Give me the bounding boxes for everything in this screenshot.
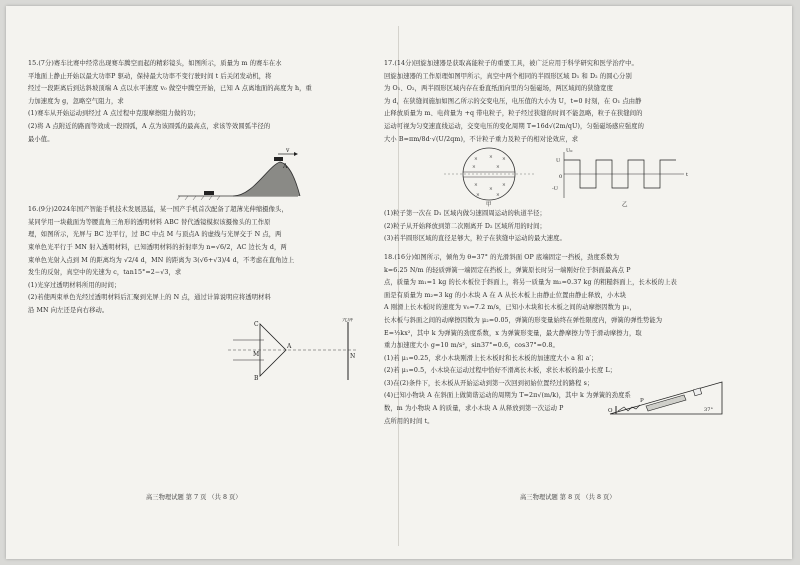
fig-label-a: A xyxy=(287,342,292,350)
svg-text:×: × xyxy=(476,193,480,199)
q18-line: 18.(16分)如图所示，倾角为 θ=37° 的光滑斜面 OP 底端固定一挡板，劲度系数为 xyxy=(384,253,620,261)
page-8 xyxy=(384,58,728,428)
svg-text:×: × xyxy=(502,157,506,163)
fig-label-t: t xyxy=(686,172,689,179)
question-15 xyxy=(28,58,372,204)
fig-label-yi: 乙 xyxy=(622,202,628,209)
fig-label-neg-u: -U xyxy=(552,186,559,193)
q18-line: 重力加速度大小 g=10 m/s²，sin37°=0.6，cos37°=0.8。 xyxy=(384,342,559,350)
page-8-footer: 高三物理试题 第 8 页 （共 8 页） xyxy=(520,494,616,501)
question-16 xyxy=(28,204,372,383)
question-17 xyxy=(384,58,728,246)
prism-optics-figure xyxy=(28,318,372,384)
fig-label-o: O xyxy=(608,407,613,414)
page-7-footer: 高三物理试题 第 7 页 （共 8 页） xyxy=(146,494,242,501)
q16-line: 束单色光平行于 MN 射入透明材料，已知透明材料的折射率为 n=√6/2，AC 边长为 d，两 xyxy=(28,243,287,251)
fig-label-screen: 光屏 xyxy=(342,317,354,323)
q16-line: 沿 MN 向左还是向右移动。 xyxy=(28,306,109,314)
fig-label-a: A xyxy=(283,163,288,171)
svg-text:×: × xyxy=(474,157,478,163)
q16-line: 发生的反射，真空中的光速为 c，tan15°=2−√3，求 xyxy=(28,269,182,277)
q18-line: A 刚滑上长木板时的速度为 v₀=7.2 m/s，已知小木块和长木板之间的动摩擦因数为 μ₁， xyxy=(384,304,636,312)
q16-line: 某同学用一块截面为等腰直角三角形的透明材料 ABC 替代透镜模拟该摄像头的工作原 xyxy=(28,218,271,226)
q18-line: 数，m 为小物块 A 的质量，求小木块 A 从释放到第一次运动 P xyxy=(384,405,564,413)
q18-line: (1)若 μ₁=0.25，求小木块刚滑上长木板时和长木板的加速度大小 a 和 a′； xyxy=(384,354,598,362)
svg-text:×: × xyxy=(474,183,478,189)
q18-line: (4)已知小物块 A 在斜面上做简谐运动的周期为 T=2π√(m/k)，其中 k 为弹簧的劲度系 xyxy=(384,392,631,400)
q17-line: 为 O₁、O₂，两半圆形区域内存在垂直纸面向里的匀强磁场，两区域间的狭缝宽度 xyxy=(384,85,613,93)
exam-sheet xyxy=(6,6,792,559)
fig-label-u0: U₀ xyxy=(566,148,573,155)
svg-text:×: × xyxy=(496,193,500,199)
fig-label-p: P xyxy=(640,397,644,404)
fig-label-jia: 甲 xyxy=(486,202,492,209)
q18-line: (2)若 μ₁=0.5，小木块在运动过程中恰好不滑离长木板，求长木板的最小长度 L； xyxy=(384,367,617,375)
q16-line: (2)若使两束单色光经过透明材料后汇聚到光屏上的 N 点，通过计算说明应将透明材料 xyxy=(28,294,271,302)
q17-line: 为 d，在狭缝间施加如图乙所示的交变电压，电压值的大小为 U，t=0 时刻，在 O₁ 点由静 xyxy=(384,97,642,105)
svg-text:×: × xyxy=(489,155,493,161)
page-7 xyxy=(28,58,372,384)
q17-sub: (2)粒子从开始释放到第二次刚离开 D₂ 区域所用的时间； xyxy=(384,222,546,230)
question-18 xyxy=(384,252,728,428)
cyclotron-figure xyxy=(384,146,728,208)
q17-line: 17.(14分)回旋加速器是获取高能粒子的重要工具，被广泛应用于科学研究和医学治疗中。 xyxy=(384,60,638,67)
q17-line: 大小 B=πm/8d·√(U/2qm)，不计粒子重力及粒子的相对论效应，求 xyxy=(384,135,579,143)
q17-sub: (1)粒子第一次在 D₁ 区域内做匀速圆周运动的轨道半径； xyxy=(384,210,546,218)
q18-line: 长木板与斜面之间的动摩擦因数为 μ₂=0.05，弹簧的形变量始终在弹性限度内，弹簧的弹性势能为 xyxy=(384,316,663,324)
svg-text:×: × xyxy=(502,183,506,189)
fig-label-c: C xyxy=(254,320,259,328)
fig-label-u: U xyxy=(556,158,561,165)
svg-text:×: × xyxy=(489,187,493,193)
q18-line: 点所用的时间 t。 xyxy=(384,417,434,425)
q18-line: k=6.25 N/m 的轻质弹簧一端固定在挡板上，弹簧原长时另一端刚好位于斜面最高点 P xyxy=(384,266,631,274)
q17-sub: (3)若半圆形区域的直径足够大，粒子在狭缝中运动的最大速度。 xyxy=(384,235,566,243)
q15-line: 经过一段距离后到达斜坡顶端 A 点以水平速度 v₀ 做空中腾空开始，已知 A 点离地面的高度为 h，重 xyxy=(28,85,312,93)
q18-line: E=½kx²，其中 k 为弹簧的劲度系数，x 为弹簧形变量，最大静摩擦力等于滑动摩擦力，取 xyxy=(384,329,642,337)
q15-line: 最小值。 xyxy=(28,135,54,143)
q15-line: 平地面上静止开始以最大功率P 驱动，保持最大功率不变行驶时间 t 后关闭发动机，将 xyxy=(28,72,272,80)
incline-spring-figure xyxy=(606,378,726,418)
race-car-ramp-figure xyxy=(28,146,372,204)
q16-line: 理，如图所示，光屏与 BC 边平行，过 BC 中点 M 与顶点A 的虚线与光屏交于 N 点，两 xyxy=(28,231,282,239)
fig-label-m: M xyxy=(253,350,260,358)
q15-line: 15.(7分)赛车比赛中经常出现赛车腾空而起的精彩镜头，如图所示，质量为 m 的赛车在水 xyxy=(28,60,282,67)
fig-label-v: v xyxy=(286,147,290,155)
q16-line: 16.(9分)2024年国产智能手机技术发展迅猛，某一国产手机首次配备了超薄光伸缩摄像头， xyxy=(28,206,288,214)
svg-text:×: × xyxy=(496,165,500,171)
svg-text:×: × xyxy=(472,165,476,171)
fig-label-b: B xyxy=(254,374,259,382)
fig-label-angle: 37° xyxy=(704,406,714,413)
q16-line: (1)光穿过透明材料所用的时间； xyxy=(28,281,121,289)
q16-line: 束单色光射入点到 M 的距离均为 √2/4 d，MN 的距离为 3(√6+√3)/4 d，不考虑在直角边上 xyxy=(28,256,295,264)
q15-line: (2)将 A 点附近的路面等效成一段圆弧，A 点为该圆弧的最高点，求该等效圆弧半径的 xyxy=(28,122,271,130)
q15-line: (1)赛车从开始运动到经过 A 点过程中克服摩擦阻力做的功； xyxy=(28,110,200,118)
fig-label-n: N xyxy=(350,352,356,360)
q15-line: 力加速度为 g，忽略空气阻力，求 xyxy=(28,97,124,105)
q18-line: 点，质量为 m₁=1 kg 的长木板位于斜面上，将另一质量为 m₂=0.37 kg 的粗糙斜面上，长木板的上表 xyxy=(384,279,677,287)
q18-line: 面是有质量为 m₂=3 kg 的小木块 A 在 A 从长木板上由静止位置由静止释放，小木块 xyxy=(384,291,627,299)
q17-line: 运动可视为匀变速直线运动，交变电压的变化周期 T=16d√(2m/qU)，匀强磁场感应强度的 xyxy=(384,122,644,130)
q17-line: 止释放质量为 m、电荷量为 +q 带电粒子，粒子经过狭缝的时间不能忽略，粒子在狭缝间的 xyxy=(384,110,643,118)
q17-line: 回旋加速器的工作原理如图甲所示，真空中两个相同的半圆形区域 D₁ 和 D₂ 的圆心分别 xyxy=(384,72,632,80)
q18-line: (3)在(2)条件下，长木板从开始运动到第一次回到初始位置经过的路程 s； xyxy=(384,379,594,387)
fig-label-zero: 0 xyxy=(559,174,563,181)
